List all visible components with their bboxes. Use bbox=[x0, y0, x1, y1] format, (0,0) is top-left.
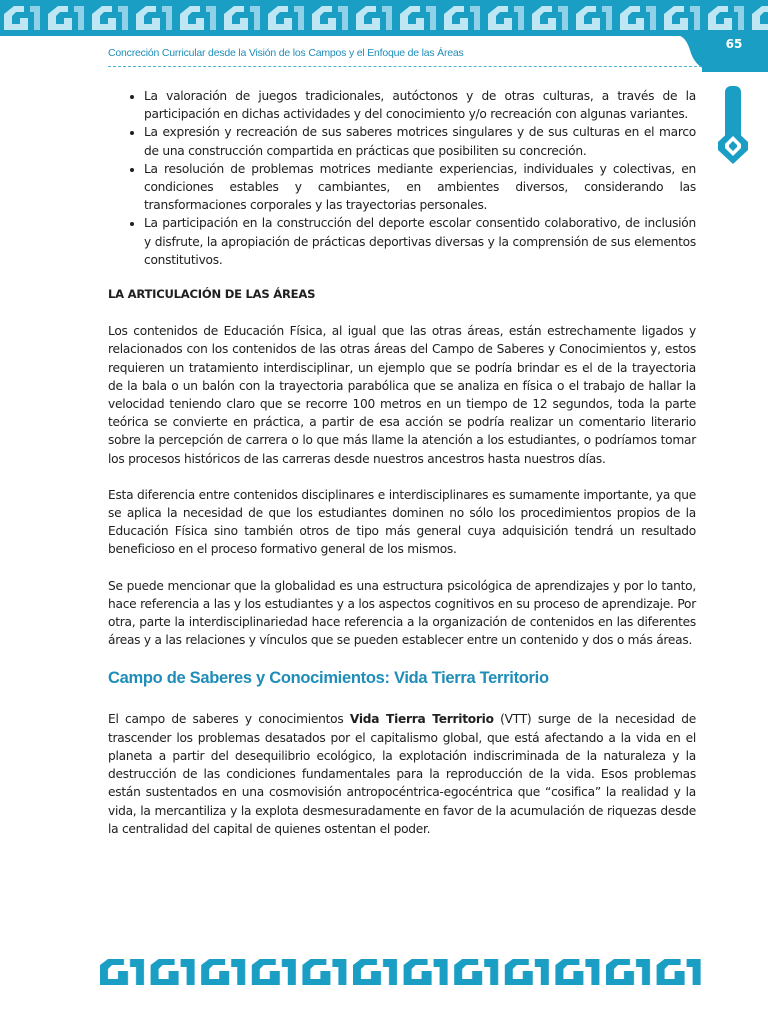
paragraph-text: (VTT) surge de la necesidad de trascender los problemas desatados por el capitalismo global, que está afectando a la vida en el planeta a partir del desequilibrio ecológico, la explotación indiscriminada de la naturaleza y la destrucción de las condiciones fundamentales para la reproducción de la vida. Esos problemas están sustentados en una cosmovisión antropocéntrica-egocéntrica que “cosifica” la realidad y la vida, la mercantiliza y la explota desmesuradamente en favor de la acumulación de riquezas desde la centralidad del capital de quienes ostentan el poder. bbox=[108, 712, 696, 836]
footer-pattern-band bbox=[98, 955, 706, 991]
bullet-item: • La valoración de juegos tradicionales, autóctonos y de otras culturas, a través de la participación en dichas actividades y del conocimiento y/o recreación con algunas variantes. bbox=[144, 87, 696, 123]
bullet-item: • La expresión y recreación de sus saberes motrices singulares y de sus culturas en el marco de una construcción compartida en prácticas que posibiliten su concreción. bbox=[144, 123, 696, 159]
paragraph: Los contenidos de Educación Física, al igual que las otras áreas, están estrechamente ligados y relacionados con los contenidos de las otras áreas del Campo de Saberes y Conocimientos y, estos requieren un tratamiento interdisciplinar, un ejemplo que se podría brindar es el de la trayectoria de la bala o un balón con la trayectoria parabólica que se analiza en física o el trabajo de hallar la velocidad teniendo claro que se recorre 100 metros en un tiempo de 12 segundos, toda la parte teórica se convierte en práctica, a partir de esa acción se podría realizar un comentario literario sobre la percepción de carrera o lo que más llame la atención a los estudiantes, o podríamos tomar los procesos históricos de las carreras desde nuestros ancestros hasta nuestros días. bbox=[108, 324, 696, 466]
section-heading: LA ARTICULACIÓN DE LAS ÁREAS bbox=[108, 287, 316, 302]
bullet-list bbox=[108, 87, 696, 269]
fret-pattern-icon bbox=[0, 0, 768, 36]
bullet-item: • La resolución de problemas motrices mediante experiencias, individuales y colectivas, en condiciones estables y cambiantes, en ambientes diversos, considerando las transformaciones corporales y las trayectorias personales. bbox=[144, 160, 696, 215]
page-number: 65 bbox=[725, 37, 743, 51]
running-header: Concreción Curricular desde la Visión de los Campos y el Enfoque de las Áreas bbox=[108, 47, 464, 59]
bullet-item: • La participación en la construcción del deporte escolar consentido colaborativo, de inclusión y disfrute, la apropiación de prácticas deportivas diversas y la comprensión de sus elementos constitutivos. bbox=[144, 214, 696, 269]
subsection-heading: Campo de Saberes y Conocimientos: Vida Tierra Territorio bbox=[108, 669, 549, 688]
header-divider bbox=[108, 66, 702, 67]
header-pattern-band bbox=[0, 0, 768, 36]
paragraph-vtt bbox=[108, 710, 696, 837]
paragraph: Se puede mencionar que la globalidad es una estructura psicológica de aprendizajes y por lo tanto, hace referencia a las y los estudiantes y a los aspectos cognitivos en su proceso de aprendizaje. Por otra, parte la interdisciplinariedad hace referencia a la organización de contenidos en las diferentes áreas y a las relaciones y vínculos que se pueden establecer entre un contenido y dos o más áreas. bbox=[108, 578, 696, 648]
bold-term: Vida Tierra Territorio bbox=[349, 712, 494, 727]
chakana-emblem-icon bbox=[718, 128, 748, 164]
paragraph: Esta diferencia entre contenidos disciplinares e interdisciplinares es sumamente importante, ya que se aplica la necesidad de que los estudiantes dominen no sólo los procedimientos propios de la Educación Física sino también otros de tipo más general cuya adquisición tendrá un resultado beneficioso en el proceso formativo general de los mismos. bbox=[108, 487, 696, 557]
main-content bbox=[108, 87, 696, 838]
paragraph-text: El campo de saberes y conocimientos bbox=[108, 712, 350, 727]
